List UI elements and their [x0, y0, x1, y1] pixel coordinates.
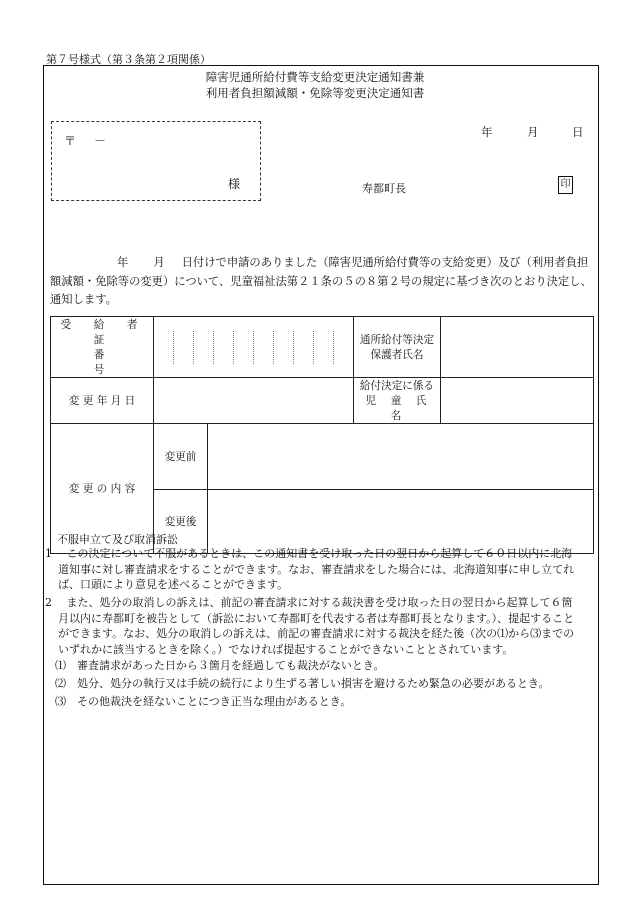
notice-sub1: ⑴ 審査請求があった日から３箇月を経過しても裁決がないとき。 [55, 659, 385, 672]
postal-mark-icon: 〒 [64, 134, 77, 148]
after-label: 変更後 [154, 490, 208, 554]
notice-item2: 2 また、処分の取消しの訴えは、前記の審査請求に対する裁決書を受け取った日の翌日から起算して６箇 月以内に寿都町を被告として（訴訟において寿都町を代表する者は寿都町長となります。）、提起すること ができます。なお、処分の取消しの訴えは、前記の審査請求に対する裁決を経た後（次の⑴から⑶までの いずれかに該当するときを除く。）でなければ提起することができないこととされています。 [45, 596, 575, 656]
address-box [51, 121, 261, 201]
change-content-label: 変 更 の 内 容 [51, 424, 154, 554]
para-line1: 日付けで申請のありました（障害児通所給付費等の支給変更）及び（利用者負担 [181, 256, 589, 269]
notice-sub3: ⑶ その他裁決を経ないことにつき正当な理由があるとき。 [55, 695, 352, 708]
child-label: 給付決定に係る 児 童 氏 名 [354, 378, 441, 424]
guardian-label: 通所給付等決定 保護者氏名 [354, 317, 441, 378]
change-date-field[interactable] [154, 378, 354, 424]
postal-dash: － [94, 134, 107, 148]
change-date-label: 変 更 年 月 日 [51, 378, 154, 424]
after-field[interactable] [208, 490, 594, 554]
title-line1: 障害児通所給付費等支給変更決定通知書兼 [205, 70, 425, 84]
para-line3: 通知します。 [50, 293, 117, 306]
decision-table [50, 316, 594, 554]
guardian-name-field[interactable] [441, 317, 594, 378]
body-paragraph [50, 254, 590, 310]
recipient-number-cells[interactable] [154, 317, 354, 378]
date-year: 年 [481, 125, 493, 139]
before-field[interactable] [208, 424, 594, 490]
title-line2: 利用者負担額減額・免除等変更決定通知書 [205, 86, 425, 100]
recipient-label: 受 給 者 証 番 号 [51, 317, 154, 378]
notice-heading: 不服申立て及び取消訴訟 [57, 533, 178, 546]
form-id: 第７号様式（第３条第２項関係） [46, 53, 211, 66]
issuer-mayor: 寿都町長 [362, 182, 406, 195]
para-year: 年 [117, 256, 129, 269]
honorific: 様 [228, 177, 241, 191]
before-label: 変更前 [154, 424, 208, 490]
para-month: 月 [153, 256, 165, 269]
para-line2: 額減額・免除等の変更）について、児童福祉法第２１条の５の８第２号の規定に基づき次のとおり決定し、 [50, 274, 592, 288]
notice-sub2: ⑵ 処分、処分の執行又は手続の続行により生ずる著しい損害を避けるため緊急の必要があるとき。 [55, 677, 550, 690]
seal-icon: 印 [558, 176, 573, 194]
date-day: 日 [572, 125, 584, 139]
notice-item1: 1 この決定について不服があるときは、この通知書を受け取った日の翌日から起算して６０日以内に北海 道知事に対し審査請求をすることができます。なお、審査請求をした場合には、北海道知事に申し立てれ ば、口頭により意見を述べることができます。 [45, 547, 575, 592]
date-month: 月 [527, 125, 539, 139]
child-name-field[interactable] [441, 378, 594, 424]
